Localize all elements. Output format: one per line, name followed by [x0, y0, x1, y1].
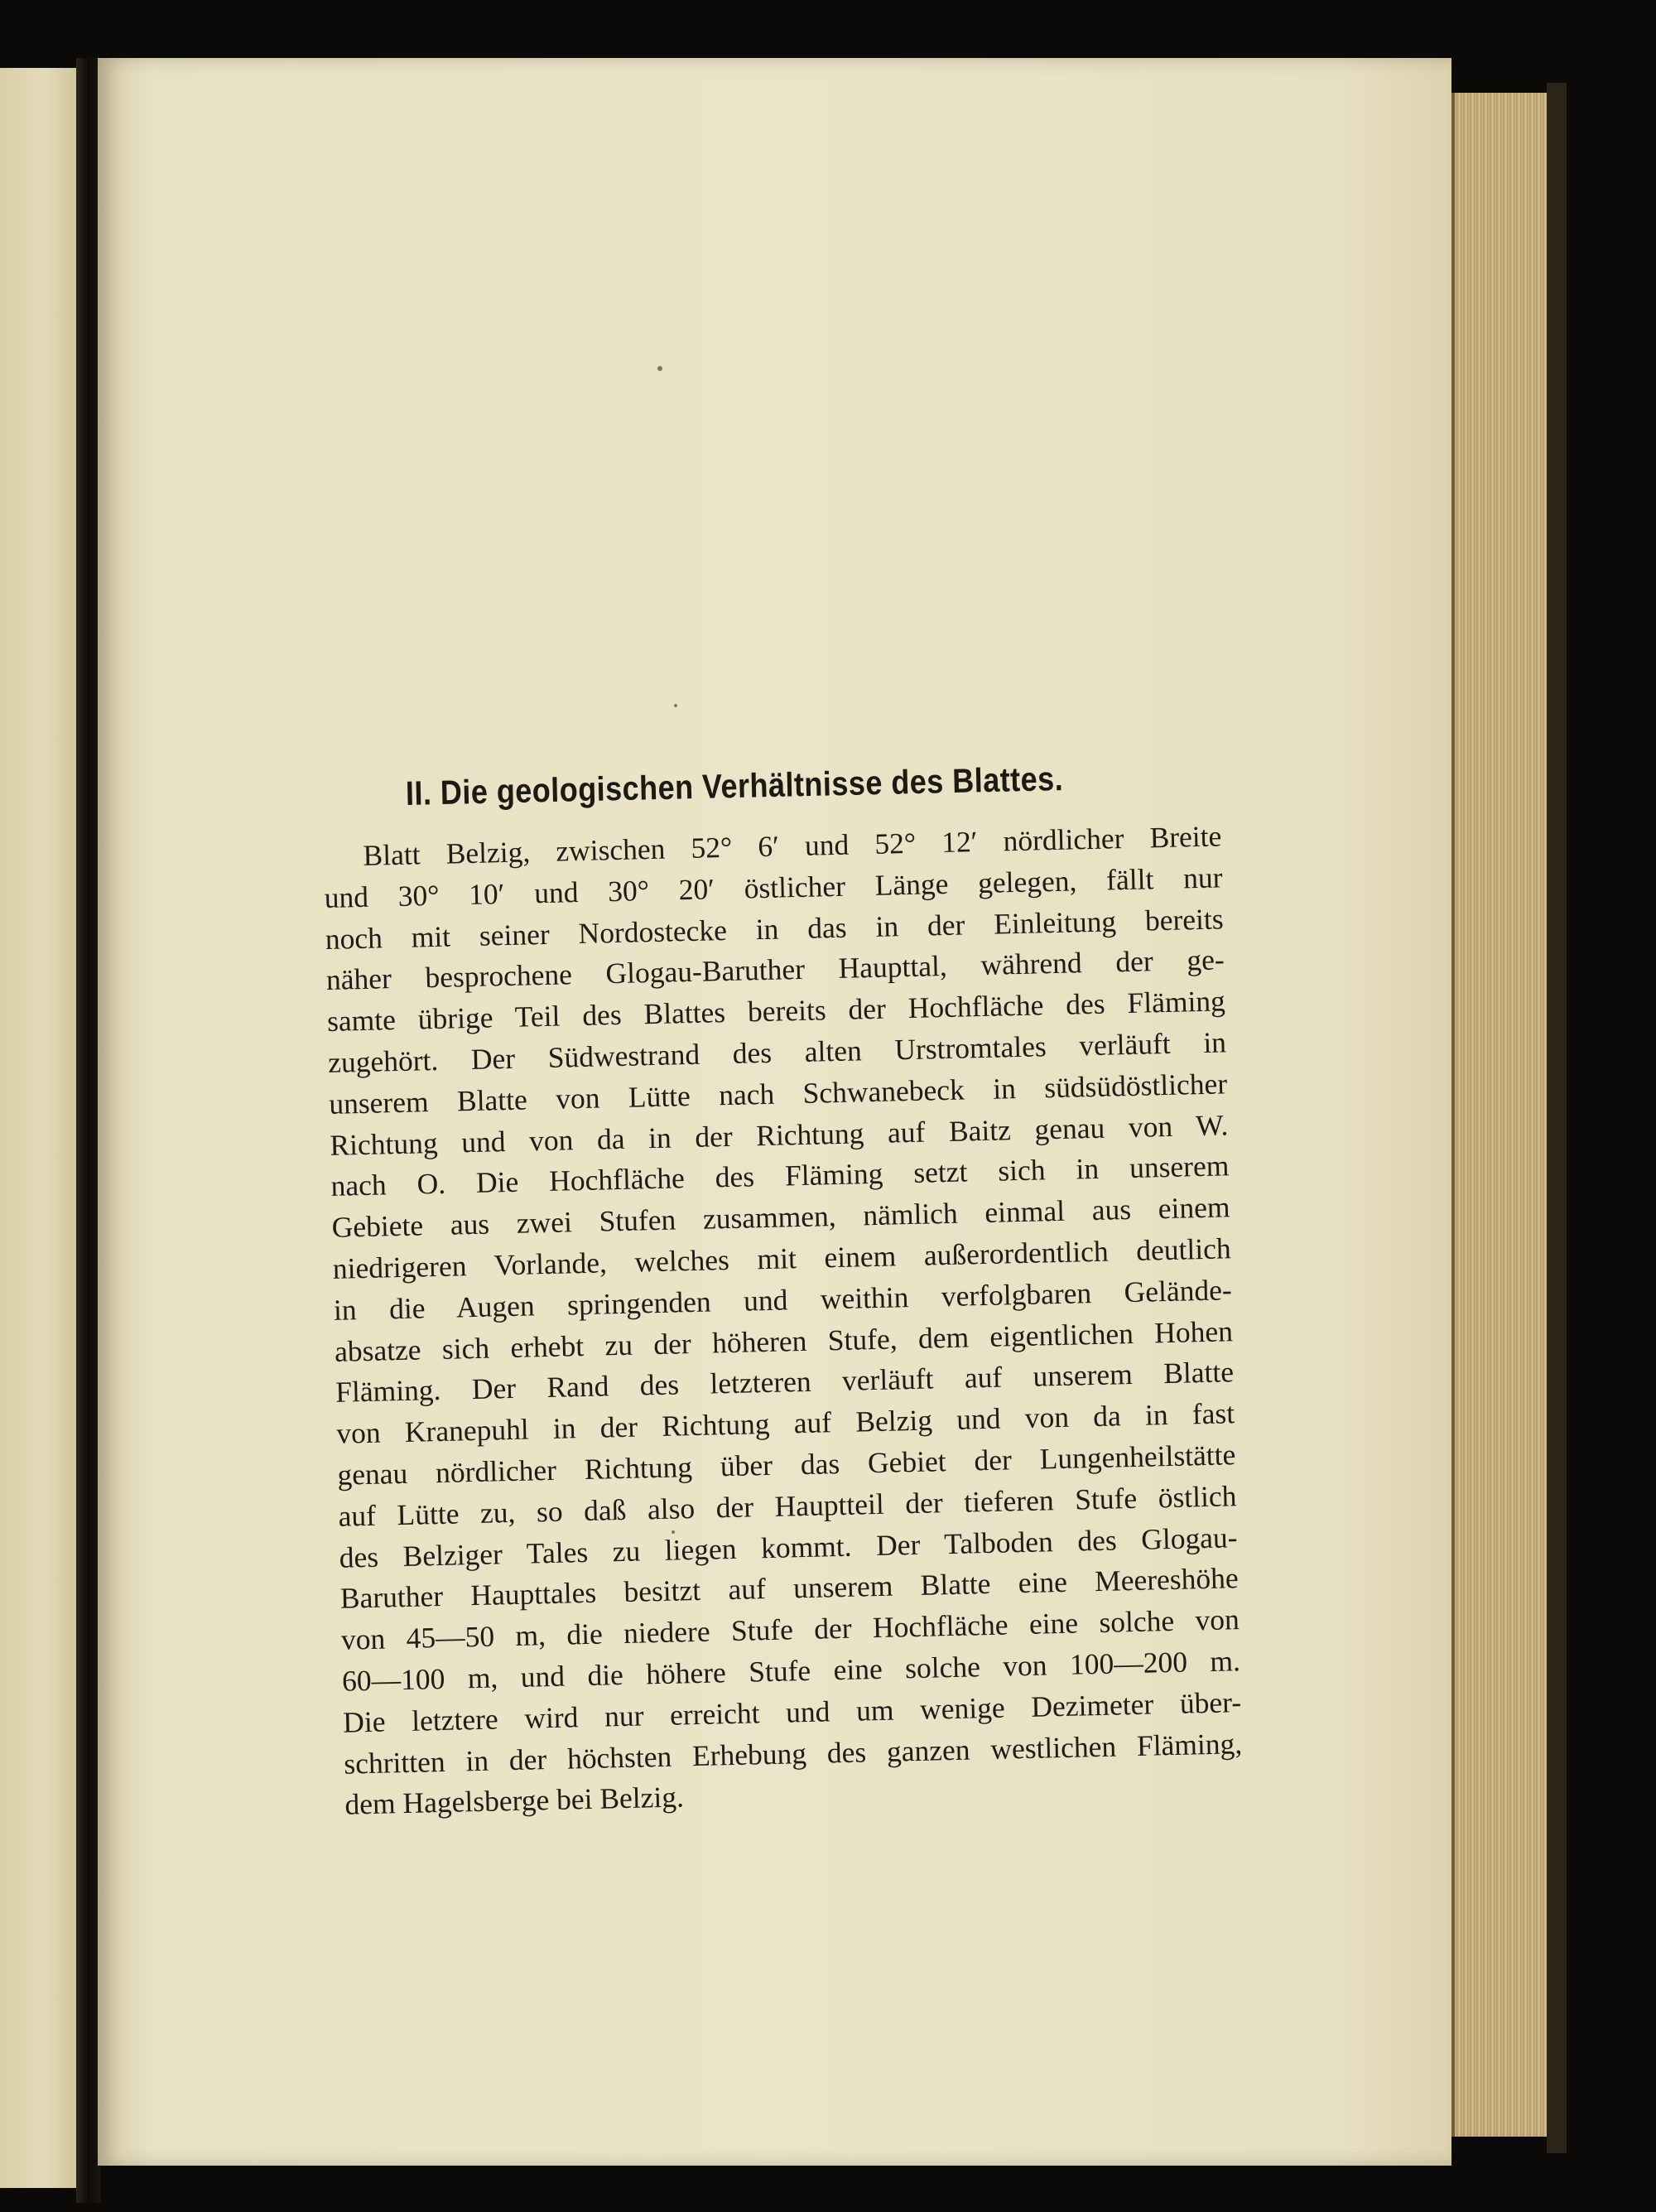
text-line: dem Hagelsberge bei Belzig. [344, 1780, 685, 1822]
text-line: Die letztere wird nur erreicht und um wenige Dezimeter über- [342, 1684, 1242, 1739]
text-line: in die Augen springenden und weithin verfolgbaren Gelände- [333, 1273, 1233, 1327]
text-line: absatze sich erhebt zu der höheren Stufe, dem eigentlichen Hohen [334, 1313, 1234, 1368]
text-line: niedrigeren Vorlande, welches mit einem außerordentlich deutlich [332, 1231, 1232, 1285]
text-line: 60—100 m, und die höhere Stufe eine solche von 100—200 m. [341, 1644, 1241, 1698]
text-line: Fläming. Der Rand des letzteren verläuft auf unserem Blatte [335, 1355, 1235, 1410]
text-line: Blatt Belzig, zwischen 52° 6′ und 52° 12′ nördlicher Breite [363, 819, 1222, 872]
text-line: und 30° 10′ und 30° 20′ östlicher Länge gelegen, fällt nur [324, 860, 1223, 914]
text-line: von 45—50 m, die niedere Stufe der Hochfläche eine solche von [340, 1602, 1240, 1656]
paper-speck [674, 704, 677, 707]
text-line: samte übrige Teil des Blattes bereits der Hochfläche des Fläming [326, 984, 1226, 1039]
text-line: des Belziger Tales zu liegen kommt. Der Talboden des Glogau- [339, 1520, 1238, 1574]
text-line: genau nördlicher Richtung über das Gebiet der Lungenheilstätte [337, 1438, 1236, 1492]
page-block-edges [1451, 93, 1550, 2137]
text-line: schritten in der höchsten Erhebung des ganzen westlichen Fläming, [343, 1726, 1243, 1781]
text-line: Richtung und von da in der Richtung auf Baitz genau von W. [329, 1107, 1229, 1162]
text-line: von Kranepuhl in der Richtung auf Belzig und von da in fast [335, 1396, 1235, 1450]
text-line: nach O. Die Hochfläche des Fläming setzt sich in unserem [330, 1149, 1230, 1203]
book-cover-edge [1547, 83, 1567, 2153]
section-heading: II. Die geologischen Verhältnisse des Blattes. [405, 759, 1064, 812]
text-line: näher besprochene Glogau-Baruther Haupttal, während der ge- [325, 942, 1225, 997]
left-facing-page [0, 68, 79, 2188]
text-line: zugehört. Der Südwestrand des alten Urstromtales verläuft in [327, 1025, 1227, 1079]
text-line: Gebiete aus zwei Stufen zusammen, nämlich einmal aus einem [331, 1190, 1230, 1245]
text-line: noch mit seiner Nordostecke in das in der Einleitung bereits [325, 901, 1224, 956]
paper-speck [657, 366, 662, 371]
text-line: unserem Blatte von Lütte nach Schwanebeck in südsüdöstlicher [328, 1067, 1228, 1120]
body-text [323, 816, 1244, 1825]
text-line: Baruther Haupttales besitzt auf unserem Blatte eine Meereshöhe [339, 1561, 1240, 1616]
text-line: auf Lütte zu, so daß also der Hauptteil der tieferen Stufe östlich [338, 1478, 1237, 1533]
